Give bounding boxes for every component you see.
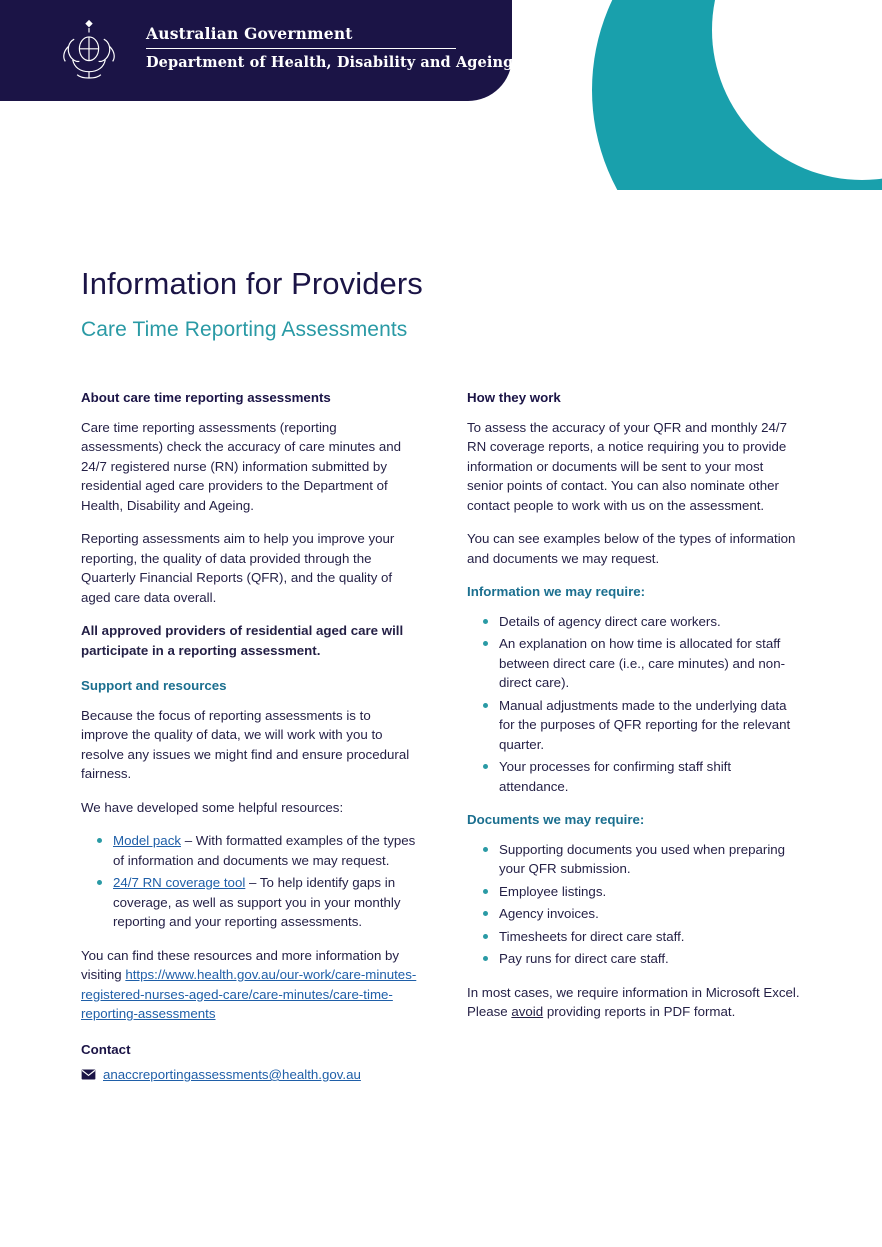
list-item bbox=[101, 831, 417, 870]
list-item: Pay runs for direct care staff. bbox=[487, 949, 803, 969]
government-wordmark bbox=[146, 24, 513, 71]
contact-heading: Contact bbox=[81, 1041, 131, 1057]
closing-emphasis: avoid bbox=[511, 1004, 544, 1019]
list-item: Manual adjustments made to the underlying data for the purposes of QFR reporting for the relevant quarter. bbox=[487, 696, 803, 755]
commonwealth-coat-of-arms-icon bbox=[52, 14, 126, 88]
contact-email-link[interactable]: anaccreportingassessments@health.gov.au bbox=[103, 1067, 361, 1082]
list-item bbox=[101, 873, 417, 932]
list-item: Employee listings. bbox=[487, 882, 803, 902]
list-item: Supporting documents you used when preparing your QFR submission. bbox=[487, 840, 803, 879]
closing-prefix: In most cases, we require information in Microsoft Excel. Please bbox=[467, 984, 800, 1019]
information-required-list bbox=[467, 612, 803, 797]
department-line: Department of Health, Disability and Ageing bbox=[146, 54, 514, 71]
rn-coverage-tool-description: – To help identify gaps in coverage, as well as support you in your monthly reporting and your reporting assessments. bbox=[113, 875, 401, 929]
about-paragraph-1: Care time reporting assessments (reporting assessments) check the accuracy of care minutes and 24/7 registered nurse (RN) information submitted by residential aged care providers to the Department of Health, Disability and Ageing. bbox=[81, 419, 402, 513]
list-item: Your processes for confirming staff shift attendance. bbox=[487, 757, 803, 796]
page-header bbox=[0, 0, 882, 190]
about-paragraph-2: Reporting assessments aim to help you improve your reporting, the quality of data provided through the Quarterly Financial Reports (QFR), and the quality of aged care data overall. bbox=[81, 531, 395, 605]
information-required-heading: Information we may require: bbox=[467, 584, 646, 599]
rn-coverage-tool-link[interactable]: 24/7 RN coverage tool bbox=[113, 875, 246, 890]
care-time-reporting-url[interactable]: https://www.health.gov.au/our-work/care-minutes-registered-nurses-aged-care/care-minutes/care-time-reporting-assessments bbox=[81, 967, 417, 1021]
support-heading: Support and resources bbox=[81, 678, 227, 693]
support-paragraph-1: Because the focus of reporting assessments is to improve the quality of data, we will work with you to resolve any issues we might find and ensure procedural fairness. bbox=[81, 707, 410, 781]
government-line: Australian Government bbox=[146, 24, 353, 43]
more-information-text: You can find these resources and more information by visiting bbox=[81, 947, 400, 982]
list-item: Details of agency direct care workers. bbox=[487, 612, 803, 632]
about-heading: About care time reporting assessments bbox=[81, 390, 331, 405]
documents-required-list bbox=[467, 840, 803, 969]
closing-suffix: providing reports in PDF format. bbox=[543, 1004, 736, 1019]
page-title: Information for Providers bbox=[81, 266, 423, 301]
page-subtitle: Care Time Reporting Assessments bbox=[81, 318, 408, 341]
how-they-work-heading: How they work bbox=[467, 390, 561, 405]
left-column bbox=[81, 388, 417, 1085]
closing-paragraph bbox=[467, 983, 803, 1022]
model-pack-link[interactable]: Model pack bbox=[113, 833, 181, 848]
how-they-work-paragraph-1: To assess the accuracy of your QFR and monthly 24/7 RN coverage reports, a notice requiring you to provide information or documents will be sent to your most senior points of contact. You can also nominate other contact people to work with us on the assessment. bbox=[467, 419, 788, 513]
wordmark-divider bbox=[146, 48, 456, 49]
how-they-work-paragraph-2: You can see examples below of the types of information and documents we may request. bbox=[467, 531, 796, 566]
right-column bbox=[467, 388, 803, 1036]
documents-required-heading: Documents we may require: bbox=[467, 812, 645, 827]
about-bold-statement: All approved providers of residential aged care will participate in a reporting assessment. bbox=[81, 623, 404, 658]
envelope-icon bbox=[81, 1069, 96, 1080]
list-item: Agency invoices. bbox=[487, 904, 803, 924]
contact-row bbox=[81, 1065, 417, 1085]
support-paragraph-2: We have developed some helpful resources: bbox=[81, 799, 344, 815]
list-item: An explanation on how time is allocated for staff between direct care (i.e., care minutes) and non-direct care). bbox=[487, 634, 803, 693]
more-information-paragraph bbox=[81, 946, 417, 1024]
list-item: Timesheets for direct care staff. bbox=[487, 927, 803, 947]
model-pack-description: – With formatted examples of the types of information and documents we may request. bbox=[113, 833, 416, 868]
resources-list bbox=[81, 831, 417, 932]
